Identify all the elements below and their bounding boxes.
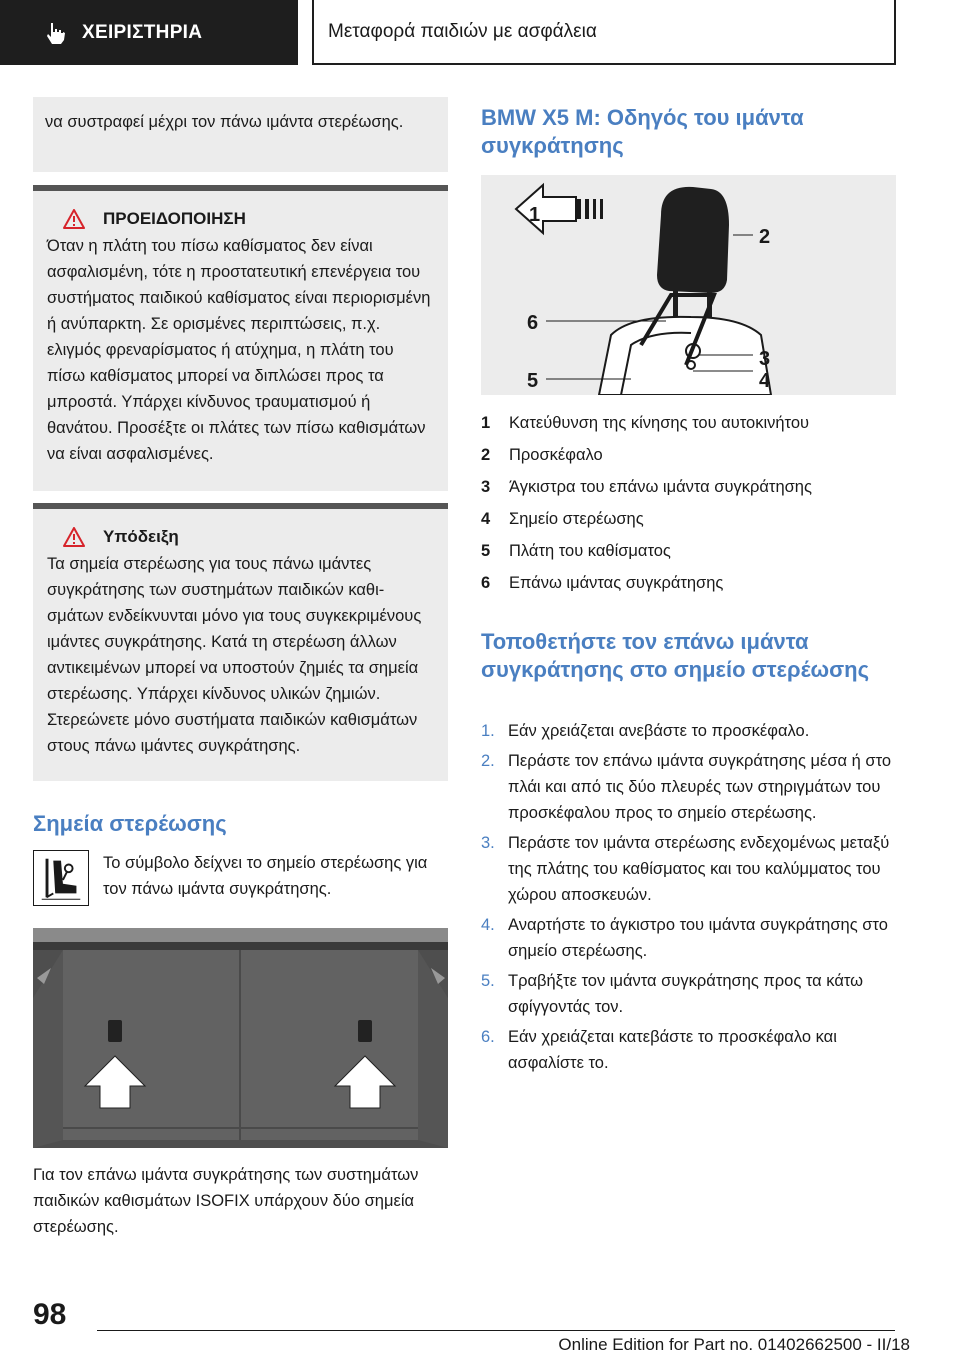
figure-label-4: 4 bbox=[759, 370, 771, 392]
warning-box bbox=[33, 185, 448, 491]
step-item bbox=[481, 830, 896, 908]
legend-item bbox=[481, 503, 896, 535]
legend-text: Άγκιστρα του επάνω ιμάντα συγκράτησης bbox=[509, 477, 812, 496]
figure-label-5: 5 bbox=[527, 370, 539, 392]
steps-heading: Τοποθετήστε τον επάνω ιμάντα συγκράτησης στο σημείο στερέωσης bbox=[481, 629, 870, 682]
step-item bbox=[481, 748, 896, 826]
step-text: Περάστε τον επάνω ιμάντα συγκράτησης μέσα ή στο πλάι και από τις δύο πλευρές των στηριγμάτων του προσκέφαλου προς το σημείο στερέωσης. bbox=[508, 752, 892, 822]
anchor-symbol-row bbox=[33, 850, 448, 906]
legend-item bbox=[481, 535, 896, 567]
note-title-row bbox=[47, 527, 434, 547]
step-number: 6. bbox=[481, 1028, 495, 1046]
guide-heading: BMW X5 M: Οδηγός του ιμάντα συγκράτησης bbox=[481, 105, 804, 158]
legend-number: 1 bbox=[481, 413, 491, 432]
legend-text: Πλάτη του καθίσματος bbox=[509, 541, 671, 560]
legend-number: 4 bbox=[481, 509, 491, 528]
figure-label-1: 1 bbox=[529, 204, 541, 226]
figure-label-2: 2 bbox=[759, 226, 771, 248]
legend-item bbox=[481, 407, 896, 439]
warning-title-row bbox=[47, 209, 434, 229]
hand-pointer-icon bbox=[42, 20, 68, 46]
warning-title: ΠΡΟΕΙΔΟΠΟΙΗΣΗ bbox=[103, 209, 246, 228]
step-number: 1. bbox=[481, 722, 495, 740]
step-item bbox=[481, 968, 896, 1020]
warning-triangle-icon bbox=[63, 209, 85, 229]
header-chapter-title: Μεταφορά παιδιών με ασφάλεια bbox=[328, 20, 597, 42]
legend-text: Κατεύθυνση της κίνησης του αυτοκινήτου bbox=[509, 413, 810, 432]
headrest-diagram-svg bbox=[481, 175, 896, 395]
step-item bbox=[481, 1024, 896, 1076]
isofix-paragraph: Για τον επάνω ιμάντα συγκράτησης των συστημάτων παιδικών καθισμάτων ISOFIX υπάρχουν δύο σημεία στερέωσης. bbox=[33, 1166, 419, 1236]
legend-item bbox=[481, 439, 896, 471]
legend-item bbox=[481, 567, 896, 599]
step-text: Αναρτήστε το άγκιστρο του ιμάντα συγκράτησης στο σημείο στερέωσης. bbox=[508, 916, 888, 960]
note-title: Υπόδειξη bbox=[103, 527, 179, 546]
legend-item bbox=[481, 471, 896, 503]
child-seat-anchor-icon bbox=[33, 850, 89, 906]
step-number: 5. bbox=[481, 972, 495, 990]
step-number: 3. bbox=[481, 834, 495, 852]
legend-text: Σημείο στερέωσης bbox=[509, 509, 644, 528]
caution-triangle-icon bbox=[63, 527, 85, 547]
step-text: Εάν χρειάζεται κατεβάστε το προσκέφαλο και ασφαλίστε το. bbox=[508, 1028, 837, 1072]
legend-number: 2 bbox=[481, 445, 491, 464]
header-section-title: ΧΕΙΡΙΣΤΗΡΙΑ bbox=[82, 21, 203, 43]
legend-text: Προσκέφαλο bbox=[509, 445, 603, 464]
step-number: 4. bbox=[481, 916, 495, 934]
figure-label-6: 6 bbox=[527, 312, 539, 334]
legend-number: 6 bbox=[481, 573, 491, 592]
note-box bbox=[33, 503, 448, 781]
step-text: Τραβήξτε τον ιμάντα συγκράτησης προς τα κάτω σφίγγοντάς τον. bbox=[508, 972, 864, 1016]
step-text: Περάστε τον ιμάντα στερέωσης ενδεχομένως μεταξύ της πλάτης του καθίσματος και του καλύμματος του χώρου αποσκευών. bbox=[508, 834, 890, 904]
legend-number: 3 bbox=[481, 477, 491, 496]
headrest-diagram bbox=[481, 175, 896, 395]
page-number: 98 bbox=[33, 1298, 67, 1331]
warning-text: Όταν η πλάτη του πίσω καθίσματος δεν είναι ασφαλισμένη, τότε η προστατευτική επενέργεια του συστήματος παιδικού καθίσματος είναι περιορισμένη ή ανύπαρκτη. Σε ορισμένες περιπτώσεις, π.χ. ελιγμός φρεναρίσματος ή ατύχημα, η πλάτη του πίσω καθίσματος μπορεί να διπλώσει προς τα μπροστά. Υπάρχει κίνδυνος τραυματισμού ή θανάτου. Προσέξτε οι πλάτες των πίσω καθισμάτων να είναι ασφαλισμένες. bbox=[47, 237, 431, 463]
continued-text-box bbox=[33, 97, 448, 172]
header-chapter bbox=[312, 0, 896, 65]
anchor-heading: Σημεία στερέωσης bbox=[33, 811, 227, 836]
legend-number: 5 bbox=[481, 541, 491, 560]
note-text: Τα σημεία στερέωσης για τους πάνω ιμάντες συγκράτησης των συστημάτων παιδικών καθισμάτων ενδείκνυνται μόνο για τους συγκεκριμένους ιμάντες συγκράτησης. Κατά τη στερέωση άλλων αντικειμένων μπορεί να υποστούν ζημιές τα σημεία στερέωσης. Υπάρχει κίνδυνος υλικών ζημιών. Στερεώνετε μόνο συστήματα παιδικών καθισμάτων στους πάνω ιμάντες συγκράτησης. bbox=[47, 555, 422, 755]
legend-text: Επάνω ιμάντας συγκράτησης bbox=[509, 573, 724, 592]
step-item bbox=[481, 718, 896, 744]
figure-label-3: 3 bbox=[759, 348, 771, 370]
step-number: 2. bbox=[481, 752, 495, 770]
trunk-anchor-photo bbox=[33, 928, 448, 1148]
footer-divider bbox=[97, 1330, 895, 1331]
header-section-tab bbox=[0, 0, 298, 65]
anchor-symbol-text: Το σύμβολο δείχνει το σημείο στερέωσης για τον πάνω ιμάντα συγκράτησης. bbox=[103, 854, 428, 898]
steps-list bbox=[481, 718, 896, 1080]
figure-legend bbox=[481, 407, 896, 599]
footer-edition: Online Edition for Part no. 01402662500 - II/18 bbox=[558, 1335, 910, 1354]
continued-text: να συστραφεί μέχρι τον πάνω ιμάντα στερέωσης. bbox=[45, 113, 404, 131]
step-text: Εάν χρειάζεται ανεβάστε το προσκέφαλο. bbox=[508, 722, 810, 740]
step-item bbox=[481, 912, 896, 964]
